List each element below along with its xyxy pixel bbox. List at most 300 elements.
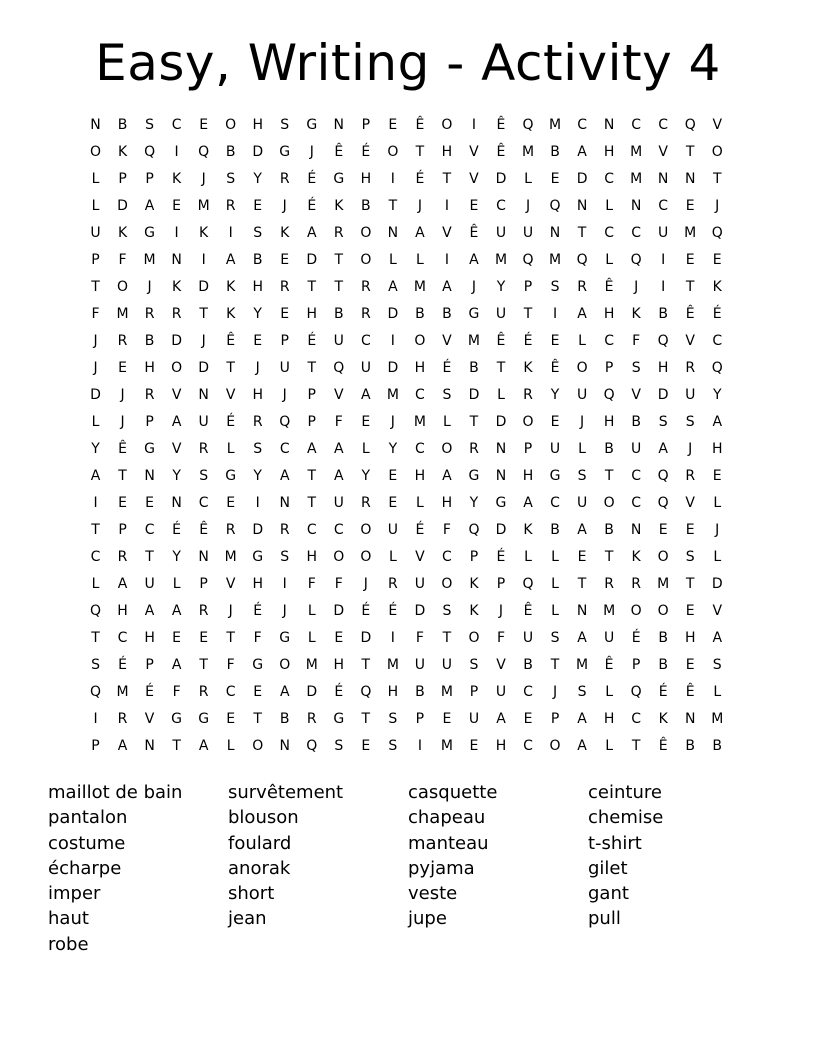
grid-letter: U xyxy=(522,224,534,241)
grid-letter: É xyxy=(658,684,668,701)
grid-letter: Q xyxy=(711,359,723,376)
grid-letter: B xyxy=(361,197,371,214)
grid-letter: P xyxy=(550,711,560,728)
grid-letter: Y xyxy=(469,494,479,511)
grid-letter: F xyxy=(91,305,100,322)
grid-letter: N xyxy=(198,386,209,403)
grid-letter: U xyxy=(522,630,534,647)
grid-letter: L xyxy=(713,494,722,511)
grid-letter: E xyxy=(253,197,263,214)
grid-letter: M xyxy=(603,603,616,620)
grid-letter: L xyxy=(307,603,316,620)
grid-letter: Y xyxy=(253,467,262,484)
grid-letter: M xyxy=(386,386,399,403)
grid-letter: L xyxy=(605,197,614,214)
grid-letter: L xyxy=(524,549,532,566)
grid-letter: O xyxy=(360,521,372,538)
grid-letter: L xyxy=(497,386,505,403)
grid-letter: Q xyxy=(360,684,372,701)
grid-letter: B xyxy=(631,413,641,430)
grid-letter: V xyxy=(171,386,182,403)
grid-letter: J xyxy=(147,278,152,295)
grid-letter: J xyxy=(120,413,125,430)
grid-letter: C xyxy=(604,170,614,187)
grid-letter: D xyxy=(657,386,669,403)
grid-letter: B xyxy=(333,305,344,322)
grid-letter: C xyxy=(442,549,452,566)
grid-letter: Ê xyxy=(685,684,695,701)
grid-letter: E xyxy=(172,197,182,214)
grid-letter: M xyxy=(116,684,129,701)
grid-letter: F xyxy=(172,684,181,701)
grid-letter: Q xyxy=(90,603,102,620)
grid-letter: J xyxy=(282,197,287,214)
grid-letter: E xyxy=(658,521,668,538)
word-list-item: gant xyxy=(588,883,629,905)
grid-letter: D xyxy=(117,197,128,214)
grid-letter: T xyxy=(496,359,506,376)
grid-letter: N xyxy=(171,494,182,511)
grid-letter: F xyxy=(632,332,641,349)
grid-letter: N xyxy=(144,467,155,484)
grid-letter: H xyxy=(252,278,263,295)
grid-letter: V xyxy=(685,494,695,511)
grid-letter: M xyxy=(305,657,318,674)
grid-letter: R xyxy=(198,440,209,457)
grid-letter: A xyxy=(577,521,587,538)
grid-letter: E xyxy=(685,521,695,538)
grid-letter: N xyxy=(630,197,642,214)
grid-letter: H xyxy=(252,386,263,403)
grid-letter: A xyxy=(117,738,128,755)
grid-letter: C xyxy=(658,197,669,214)
grid-letter: Q xyxy=(630,251,642,268)
grid-letter: Ê xyxy=(415,116,425,133)
grid-letter: R xyxy=(333,224,344,241)
grid-letter: M xyxy=(549,251,562,268)
grid-letter: Q xyxy=(657,494,669,511)
grid-letter: L xyxy=(578,440,586,457)
grid-letter: R xyxy=(469,440,479,457)
grid-letter: R xyxy=(144,305,155,322)
grid-letter: J xyxy=(715,521,720,538)
grid-letter: R xyxy=(360,278,371,295)
grid-letter: V xyxy=(171,440,182,457)
grid-letter: V xyxy=(415,549,425,566)
grid-letter: O xyxy=(360,224,372,241)
grid-letter: I xyxy=(390,630,395,647)
grid-letter: U xyxy=(333,494,344,511)
grid-letter: N xyxy=(171,251,182,268)
grid-letter: N xyxy=(576,197,588,214)
grid-letter: E xyxy=(577,549,587,566)
grid-letter: C xyxy=(658,116,669,133)
grid-letter: F xyxy=(496,630,506,647)
grid-letter: K xyxy=(226,305,236,322)
grid-letter: B xyxy=(523,657,533,674)
grid-letter: C xyxy=(631,467,642,484)
grid-letter: Y xyxy=(361,467,371,484)
grid-letter: E xyxy=(685,657,695,674)
grid-letter: E xyxy=(118,494,127,511)
grid-letter: C xyxy=(631,116,642,133)
grid-letter: L xyxy=(551,603,559,620)
grid-letter: L xyxy=(91,576,100,593)
grid-letter: U xyxy=(414,657,426,674)
grid-letter: G xyxy=(252,657,264,674)
grid-letter: K xyxy=(117,143,128,160)
grid-letter: E xyxy=(253,332,263,349)
grid-letter: J xyxy=(634,278,639,295)
grid-letter: A xyxy=(144,603,155,620)
grid-letter: M xyxy=(143,251,156,268)
grid-letter: É xyxy=(496,549,506,566)
grid-letter: A xyxy=(306,224,317,241)
grid-letter: T xyxy=(334,251,344,268)
grid-letter: S xyxy=(658,413,668,430)
grid-letter: G xyxy=(333,711,345,728)
grid-letter: K xyxy=(469,603,479,620)
grid-letter: Q xyxy=(468,521,480,538)
grid-letter: O xyxy=(603,494,615,511)
grid-letter: B xyxy=(252,251,263,268)
grid-letter: P xyxy=(415,711,425,728)
grid-letter: H xyxy=(414,359,426,376)
grid-letter: U xyxy=(144,576,155,593)
grid-letter: O xyxy=(657,549,669,566)
grid-letter: F xyxy=(118,251,127,268)
grid-letter: O xyxy=(441,440,453,457)
grid-letter: E xyxy=(226,494,236,511)
grid-letter: S xyxy=(334,738,344,755)
grid-letter: C xyxy=(225,684,236,701)
grid-letter: O xyxy=(711,143,723,160)
grid-letter: N xyxy=(684,711,696,728)
grid-letter: B xyxy=(658,305,668,322)
grid-letter: G xyxy=(279,143,291,160)
grid-letter: B xyxy=(415,305,425,322)
grid-letter: A xyxy=(171,657,182,674)
grid-letter: S xyxy=(631,359,641,376)
grid-letter: L xyxy=(713,684,722,701)
grid-letter: M xyxy=(413,278,426,295)
grid-letter: É xyxy=(361,143,371,160)
word-list-item: short xyxy=(228,883,275,905)
grid-letter: J xyxy=(93,359,98,376)
grid-letter: O xyxy=(630,603,642,620)
grid-letter: K xyxy=(117,224,128,241)
grid-letter: K xyxy=(658,711,668,728)
grid-letter: R xyxy=(360,494,371,511)
grid-letter: H xyxy=(306,305,318,322)
grid-letter: I xyxy=(444,197,449,214)
grid-letter: K xyxy=(523,359,533,376)
grid-letter: É xyxy=(172,521,182,538)
grid-letter: Q xyxy=(279,413,291,430)
grid-letter: V xyxy=(442,224,452,241)
grid-letter: D xyxy=(333,603,345,620)
grid-letter: S xyxy=(226,170,236,187)
grid-letter: M xyxy=(576,657,589,674)
grid-letter: O xyxy=(117,278,129,295)
grid-letter: P xyxy=(496,576,506,593)
word-list-item: jean xyxy=(228,908,267,930)
grid-letter: N xyxy=(279,738,290,755)
grid-letter: E xyxy=(226,711,236,728)
grid-letter: T xyxy=(442,170,452,187)
grid-letter: T xyxy=(145,549,154,566)
grid-letter: E xyxy=(442,711,452,728)
grid-letter: J xyxy=(390,413,395,430)
grid-letter: V xyxy=(658,143,668,160)
grid-letter: T xyxy=(118,467,127,484)
grid-letter: C xyxy=(523,738,533,755)
grid-letter: É xyxy=(307,170,317,187)
grid-letter: J xyxy=(715,197,720,214)
grid-letter: A xyxy=(361,386,371,403)
grid-letter: G xyxy=(333,170,345,187)
grid-letter: M xyxy=(684,224,697,241)
grid-letter: P xyxy=(145,657,154,674)
grid-letter: Q xyxy=(522,251,534,268)
grid-letter: E xyxy=(388,116,398,133)
grid-letter: D xyxy=(387,359,399,376)
word-list-item: écharpe xyxy=(48,857,122,879)
grid-letter: E xyxy=(172,630,182,647)
grid-letter: B xyxy=(712,738,723,755)
grid-letter: G xyxy=(306,116,318,133)
grid-letter: É xyxy=(631,630,641,647)
grid-letter: D xyxy=(90,386,101,403)
grid-letter: H xyxy=(603,143,615,160)
grid-letter: N xyxy=(657,170,669,187)
grid-letter: G xyxy=(171,711,183,728)
grid-letter: L xyxy=(361,440,370,457)
grid-letter: U xyxy=(441,657,453,674)
grid-letter: Q xyxy=(522,576,534,593)
grid-letter: M xyxy=(521,143,535,160)
grid-letter: J xyxy=(120,386,125,403)
grid-letter: H xyxy=(441,143,453,160)
grid-letter: Ê xyxy=(550,359,560,376)
grid-letter: L xyxy=(524,170,532,187)
grid-letter: L xyxy=(91,197,100,214)
grid-letter: A xyxy=(577,711,587,728)
grid-letter: I xyxy=(174,143,179,160)
grid-letter: B xyxy=(442,305,452,322)
grid-letter: C xyxy=(604,224,614,241)
grid-letter: K xyxy=(199,224,209,241)
grid-letter: J xyxy=(255,359,260,376)
grid-letter: U xyxy=(576,494,588,511)
grid-letter: Y xyxy=(712,386,722,403)
grid-letter: N xyxy=(495,440,507,457)
grid-letter: J xyxy=(93,332,98,349)
grid-letter: T xyxy=(469,413,479,430)
grid-letter: E xyxy=(118,359,127,376)
grid-letter: A xyxy=(442,278,452,295)
word-list-item: robe xyxy=(48,933,89,955)
grid-letter: Q xyxy=(549,197,561,214)
grid-letter: M xyxy=(467,332,480,349)
grid-letter: É xyxy=(361,603,371,620)
grid-letter: B xyxy=(604,521,614,538)
grid-letter: B xyxy=(225,143,236,160)
grid-letter: U xyxy=(495,305,507,322)
word-list-item: imper xyxy=(48,883,101,905)
grid-letter: M xyxy=(494,251,508,268)
grid-letter: C xyxy=(496,197,506,214)
grid-letter: T xyxy=(172,738,181,755)
grid-letter: V xyxy=(631,386,641,403)
grid-letter: U xyxy=(387,521,398,538)
grid-letter: P xyxy=(280,332,289,349)
grid-letter: O xyxy=(414,332,426,349)
grid-letter: L xyxy=(415,251,424,268)
grid-letter: E xyxy=(199,116,209,133)
grid-letter: Q xyxy=(657,467,669,484)
grid-letter: D xyxy=(711,576,723,593)
grid-letter: S xyxy=(442,386,452,403)
grid-letter: A xyxy=(144,197,155,214)
grid-letter: M xyxy=(440,684,453,701)
grid-letter: J xyxy=(228,603,233,620)
grid-letter: C xyxy=(523,684,533,701)
grid-letter: C xyxy=(631,711,642,728)
grid-letter: N xyxy=(198,549,209,566)
grid-letter: U xyxy=(576,386,588,403)
grid-letter: E xyxy=(361,738,371,755)
grid-letter: F xyxy=(334,576,343,593)
grid-letter: S xyxy=(469,657,479,674)
grid-letter: R xyxy=(252,413,263,430)
word-list-item: gilet xyxy=(588,857,628,879)
grid-letter: Q xyxy=(333,359,345,376)
grid-letter: D xyxy=(171,332,182,349)
grid-letter: B xyxy=(117,116,128,133)
grid-letter: H xyxy=(603,711,615,728)
grid-letter: Ê xyxy=(118,440,127,457)
grid-letter: N xyxy=(630,521,642,538)
grid-letter: H xyxy=(252,116,263,133)
grid-letter: E xyxy=(550,332,560,349)
grid-letter: V xyxy=(334,386,344,403)
grid-letter: P xyxy=(523,440,533,457)
grid-letter: U xyxy=(631,440,642,457)
grid-letter: G xyxy=(252,549,264,566)
grid-letter: D xyxy=(414,603,426,620)
grid-letter: É xyxy=(307,197,317,214)
grid-letter: S xyxy=(91,657,100,674)
grid-letter: T xyxy=(361,711,371,728)
grid-letter: Ê xyxy=(496,332,506,349)
grid-letter: O xyxy=(576,359,588,376)
grid-letter: L xyxy=(307,630,316,647)
grid-letter: G xyxy=(225,467,237,484)
grid-letter: Ê xyxy=(523,603,533,620)
grid-letter: Q xyxy=(630,684,642,701)
grid-letter: E xyxy=(199,630,209,647)
grid-letter: C xyxy=(712,332,723,349)
grid-letter: H xyxy=(117,603,128,620)
grid-letter: R xyxy=(631,576,641,593)
grid-letter: S xyxy=(550,278,560,295)
grid-letter: B xyxy=(144,332,155,349)
grid-letter: É xyxy=(712,305,722,322)
grid-letter: G xyxy=(144,440,155,457)
grid-letter: D xyxy=(252,521,264,538)
grid-letter: E xyxy=(469,738,479,755)
grid-letter: T xyxy=(712,170,722,187)
grid-letter: F xyxy=(415,630,424,647)
word-list-item: manteau xyxy=(408,832,489,854)
grid-letter: T xyxy=(361,657,371,674)
grid-letter: I xyxy=(661,251,666,268)
grid-letter: I xyxy=(228,224,233,241)
grid-letter: E xyxy=(469,197,479,214)
grid-letter: H xyxy=(657,359,669,376)
grid-letter: T xyxy=(415,143,425,160)
grid-letter: P xyxy=(469,684,479,701)
grid-letter: U xyxy=(685,386,696,403)
grid-letter: B xyxy=(604,440,614,457)
grid-letter: C xyxy=(171,116,182,133)
grid-letter: I xyxy=(174,224,179,241)
grid-letter: K xyxy=(280,224,290,241)
grid-letter: R xyxy=(117,332,128,349)
grid-letter: N xyxy=(684,170,696,187)
grid-letter: P xyxy=(469,549,479,566)
grid-letter: B xyxy=(550,521,560,538)
grid-letter: L xyxy=(91,413,100,430)
grid-letter: É xyxy=(415,521,425,538)
grid-letter: R xyxy=(685,359,696,376)
grid-letter: A xyxy=(117,576,128,593)
grid-letter: R xyxy=(225,197,236,214)
grid-letter: S xyxy=(388,738,398,755)
grid-letter: M xyxy=(197,197,210,214)
grid-letter: U xyxy=(198,413,209,430)
grid-letter: Y xyxy=(388,440,398,457)
grid-letter: H xyxy=(333,657,345,674)
grid-letter: D xyxy=(198,278,210,295)
grid-letter: Ê xyxy=(226,332,236,349)
grid-letter: T xyxy=(685,143,695,160)
grid-letter: G xyxy=(198,711,210,728)
grid-letter: B xyxy=(685,738,695,755)
word-list-item: survêtement xyxy=(228,782,344,803)
grid-letter: L xyxy=(713,549,722,566)
grid-letter: O xyxy=(360,251,372,268)
grid-letter: T xyxy=(550,657,560,674)
grid-letter: G xyxy=(279,630,291,647)
grid-letter: H xyxy=(711,440,723,457)
grid-letter: R xyxy=(279,521,290,538)
grid-letter: K xyxy=(469,576,479,593)
grid-letter: K xyxy=(712,278,722,295)
grid-letter: N xyxy=(279,494,290,511)
grid-letter: R xyxy=(604,576,614,593)
word-list-item: chapeau xyxy=(408,807,486,829)
grid-letter: S xyxy=(280,116,290,133)
grid-letter: J xyxy=(282,603,287,620)
grid-letter: P xyxy=(118,170,127,187)
word-list-item: jupe xyxy=(408,908,447,930)
grid-letter: A xyxy=(523,494,533,511)
grid-letter: I xyxy=(661,278,666,295)
word-list-item: costume xyxy=(48,832,126,854)
grid-letter: B xyxy=(658,657,668,674)
